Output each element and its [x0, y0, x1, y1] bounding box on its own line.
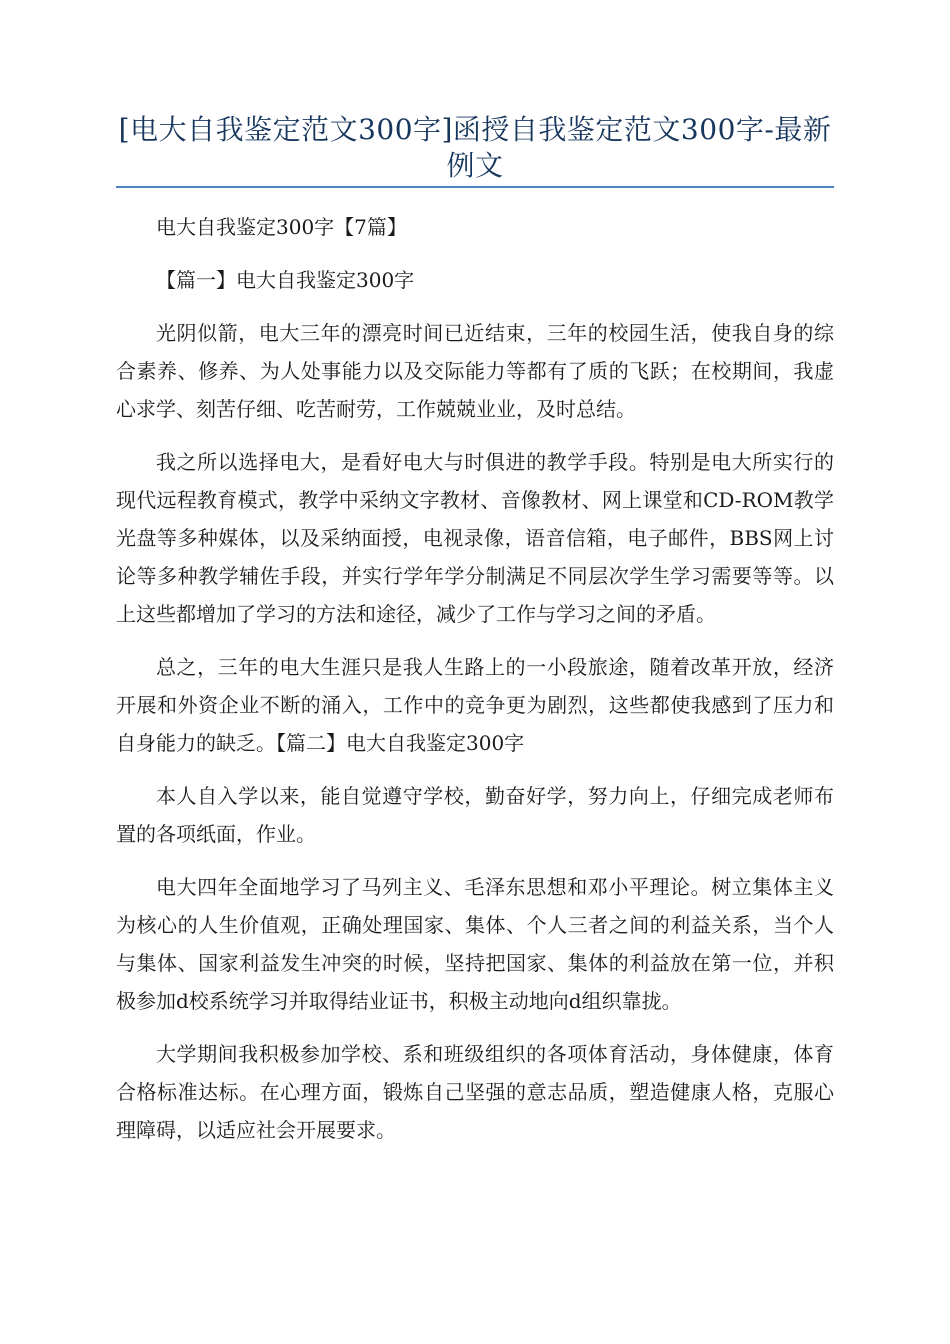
paragraph: 电大四年全面地学习了马列主义、毛泽东思想和邓小平理论。树立集体主义为核心的人生价值观，正确处理国家、集体、个人三者之间的利益关系，当个人与集体、国家利益发生冲突的时候，坚持把国家、集体的利益放在第一位，并积极参加d校系统学习并取得结业证书，积极主动地向d组织靠拢。 — [116, 875, 834, 1013]
paragraph: 我之所以选择电大，是看好电大与时俱进的教学手段。特别是电大所实行的现代远程教育模式，教学中采纳文字教材、音像教材、网上课堂和CD-ROM教学光盘等多种媒体，以及采纳面授，电视录像，语音信箱，电子邮件，BBS网上讨论等多种教学辅佐手段，并实行学年学分制满足不同层次学生学习需要等等。以上这些都增加了学习的方法和途径，减少了工作与学习之间的矛盾。 — [116, 450, 834, 626]
title-underline — [116, 186, 834, 188]
paragraph: 光阴似箭，电大三年的漂亮时间已近结束，三年的校园生活，使我自身的综合素养、修养、为人处事能力以及交际能力等都有了质的飞跃；在校期间，我虚心求学、刻苦仔细、吃苦耐劳，工作兢兢业业，及时总结。 — [116, 321, 834, 421]
paragraph: 总之，三年的电大生涯只是我人生路上的一小段旅途，随着改革开放，经济开展和外资企业不断的涌入，工作中的竞争更为剧烈，这些都使我感到了压力和自身能力的缺乏。【篇二】电大自我鉴定300字 — [116, 655, 834, 755]
paragraph: 大学期间我积极参加学校、系和班级组织的各项体育活动，身体健康，体育合格标准达标。在心理方面，锻炼自己坚强的意志品质，塑造健康人格，克服心理障碍，以适应社会开展要求。 — [116, 1042, 834, 1142]
paragraph-heading-main: 电大自我鉴定300字【7篇】 — [156, 215, 407, 239]
paragraph: 本人自入学以来，能自觉遵守学校，勤奋好学，努力向上，仔细完成老师布置的各项纸面，作业。 — [116, 784, 834, 846]
paragraph-heading-part-one: 【篇一】电大自我鉴定300字 — [156, 268, 415, 292]
document-title: [电大自我鉴定范文300字]函授自我鉴定范文300字-最新例文 — [118, 113, 832, 182]
document-body — [116, 208, 834, 1164]
